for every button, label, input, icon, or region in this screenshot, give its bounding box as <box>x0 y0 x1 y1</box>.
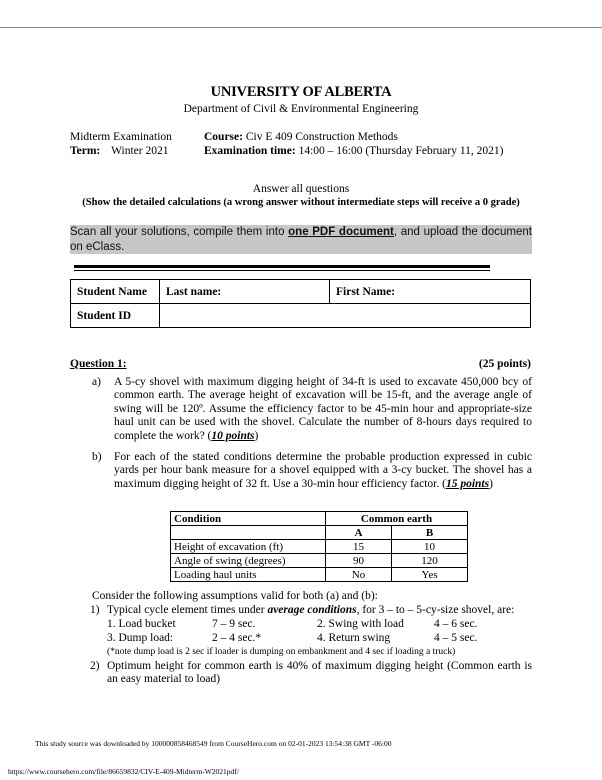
swing-load-label: 2. Swing with load <box>317 618 404 630</box>
item-1-emphasis: average conditions <box>267 604 357 616</box>
part-a-body: A 5-cy shovel with maximum digging height of 34-ft is used to excavate 450,000 bcy of common earth. The average height of excavation will be 15-ft, and the average angle of swing will be 120º. Assume the efficiency factor to be 45-min hour and appropriate-size haul unit can be used with the shovel. Calculate the number of 8-hours days required to complete the work? ( <box>114 376 532 442</box>
dump-note: (*note dump load is 2 sec if loader is dumping on embankment and 4 sec if loading a truck) <box>107 647 456 657</box>
common-earth-header: Common earth <box>326 512 468 526</box>
part-a-label: a) <box>92 376 101 388</box>
item-1-post: , for 3 – to – 5-cy-size shovel, are: <box>356 604 515 616</box>
university-title: UNIVERSITY OF ALBERTA <box>210 84 392 100</box>
row-label: Angle of swing (degrees) <box>171 554 326 568</box>
column-b-header: B <box>392 526 468 540</box>
term-label: Term: <box>70 145 101 157</box>
load-bucket-label: 1. Load bucket <box>107 618 176 630</box>
item-1-number: 1) <box>90 604 100 616</box>
dump-load-time: 2 – 4 sec.* <box>212 632 262 644</box>
double-rule-thick <box>74 265 490 268</box>
course-value: Civ E 409 Construction Methods <box>245 131 398 143</box>
assumptions-intro: Consider the following assumptions valid for both (a) and (b): <box>92 590 378 602</box>
top-rule <box>0 27 602 28</box>
source-footer: This study source was downloaded by 100000858468549 from CourseHero.com on 02-01-2023 13:54:38 GMT -06:00 <box>35 739 392 748</box>
swing-load-time: 4 – 6 sec. <box>434 618 478 630</box>
term-line <box>70 145 168 157</box>
table-row <box>171 568 468 582</box>
part-b-close: ) <box>489 477 493 490</box>
column-a-header: A <box>326 526 392 540</box>
row-value-b: 120 <box>392 554 468 568</box>
student-id-label: Student ID <box>71 304 160 328</box>
first-name-field[interactable]: First Name: <box>330 280 531 304</box>
part-a-points: 10 points <box>211 429 255 442</box>
scan-text-emphasis: one PDF document <box>288 226 394 238</box>
item-2-number: 2) <box>90 660 100 672</box>
scan-instructions <box>70 225 532 254</box>
term-value: Winter 2021 <box>111 145 169 157</box>
url-footer: https://www.coursehero.com/file/86659832/CIV-E-409-Midterm-W2021pdf/ <box>8 767 239 776</box>
scan-text-post: , and upload the document on eClass. <box>70 226 533 253</box>
student-name-label: Student Name <box>71 280 160 304</box>
scan-text-pre: Scan all your solutions, compile them into <box>70 226 289 238</box>
double-rule-thin <box>74 270 490 271</box>
course-line <box>204 131 398 143</box>
conditions-table <box>170 511 468 582</box>
table-row <box>171 540 468 554</box>
table-row <box>171 554 468 568</box>
row-label: Height of excavation (ft) <box>171 540 326 554</box>
time-label: Examination time: <box>204 145 296 157</box>
row-value-a: 90 <box>326 554 392 568</box>
row-value-b: Yes <box>392 568 468 582</box>
question-1-points: (25 points) <box>478 358 531 370</box>
part-b-points: 15 points <box>445 477 490 490</box>
item-2-text: Optimum height for common earth is 40% of maximum digging height (Common earth is an easy material to load) <box>107 660 532 686</box>
return-swing-label: 4. Return swing <box>317 632 391 644</box>
condition-header: Condition <box>171 512 326 526</box>
part-b-text <box>114 451 532 491</box>
row-label: Loading haul units <box>171 568 326 582</box>
question-1-title: Question 1: <box>70 358 127 370</box>
return-swing-time: 4 – 5 sec. <box>434 632 478 644</box>
time-value: 14:00 – 16:00 (Thursday February 11, 2021) <box>298 145 504 157</box>
part-b-body: For each of the stated conditions determine the probable production expressed in cubic yards per hour bank measure for a shovel equipped with a 3-cy bucket. The shovel has a maximum digging height of 32 ft. Use a 30-min hour efficiency factor. ( <box>114 451 532 490</box>
part-b-label: b) <box>92 451 102 463</box>
department-name: Department of Civil & Environmental Engineering <box>183 103 419 115</box>
answer-all-heading: Answer all questions <box>252 183 350 195</box>
item-1-pre: Typical cycle element times under <box>107 604 268 616</box>
row-value-a: No <box>326 568 392 582</box>
load-bucket-time: 7 – 9 sec. <box>212 618 256 630</box>
calculation-note: (Show the detailed calculations (a wrong answer without intermediate steps will receive a 0 grade) <box>82 197 520 208</box>
part-a-text <box>114 376 532 443</box>
empty-cell <box>171 526 326 540</box>
item-1-text <box>107 604 514 616</box>
dump-load-label: 3. Dump load: <box>107 632 174 644</box>
row-value-b: 10 <box>392 540 468 554</box>
student-id-field[interactable] <box>160 304 531 328</box>
course-label: Course: <box>204 131 243 143</box>
student-info-table <box>70 279 531 328</box>
last-name-field[interactable]: Last name: <box>160 280 330 304</box>
time-line <box>204 145 504 157</box>
exam-label: Midterm Examination <box>70 131 172 143</box>
part-a-close: ) <box>254 429 259 442</box>
row-value-a: 15 <box>326 540 392 554</box>
